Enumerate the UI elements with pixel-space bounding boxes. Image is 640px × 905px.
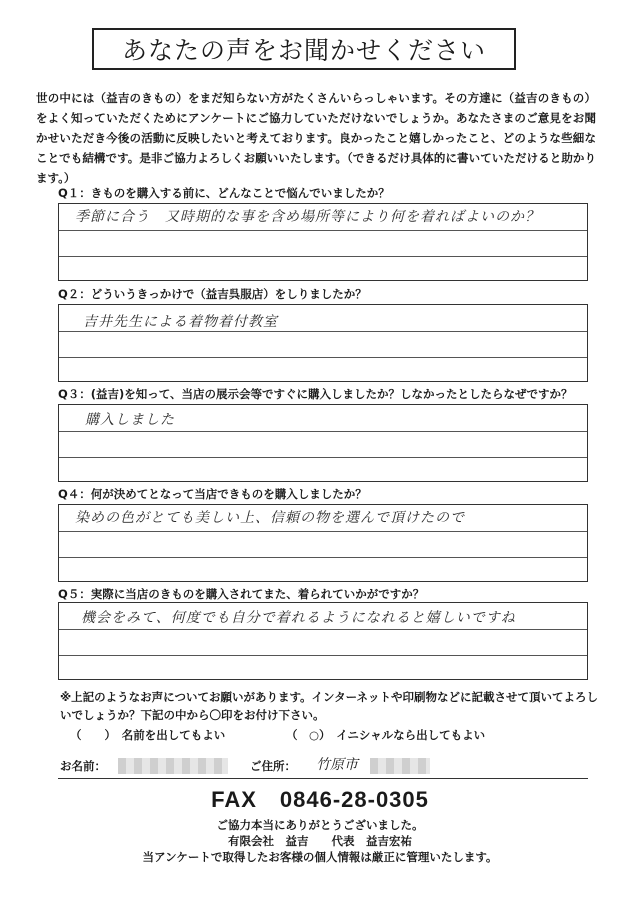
- answer-4-text: 染めの色がとても美しい上、信頼の物を選んで頂けたので: [75, 510, 465, 526]
- question-1: Q１：きものを購入する前に、どんなことで悩んでいましたか？: [58, 186, 390, 200]
- answer-line: [59, 531, 587, 532]
- answer-line: [59, 655, 587, 656]
- answer-2-text: 吉井先生による着物着付教室: [83, 314, 278, 330]
- address-label: ご住所：: [250, 759, 296, 773]
- option-name-ok[interactable]: （ ） 名前を出してもよい: [70, 728, 226, 742]
- answer-line: [59, 629, 587, 630]
- question-5: Q５：実際に当店のきものを購入されてまた、着られていかがですか？: [58, 587, 425, 601]
- redacted-name: [118, 758, 228, 774]
- answer-5-text: 機会をみて、何度でも自分で着れるようになれると嬉しいですね: [81, 610, 516, 626]
- question-2: Q２：どういうきっかけで（益吉呉服店）をしりましたか？: [58, 287, 367, 301]
- answer-box-5[interactable]: [58, 602, 588, 680]
- question-4: Q４：何が決めてとなって当店できものを購入しましたか？: [58, 487, 367, 501]
- publication-request: ※上記のようなお声についてお願いがあります。インターネットや印刷物などに記載させて頂いてよろしいでしょうか？下記の中から〇印をお付け下さい。: [60, 690, 598, 722]
- name-label: お名前：: [60, 759, 106, 773]
- answer-line: [59, 431, 587, 432]
- answer-box-2[interactable]: [58, 304, 588, 382]
- answer-box-3[interactable]: [58, 404, 588, 482]
- customer-info-row: [58, 750, 588, 779]
- answer-1-text: 季節に合う 又時期的な事を含め場所等により何を着ればよいのか？: [75, 209, 540, 225]
- answer-line: [59, 331, 587, 332]
- answer-line: [59, 230, 587, 231]
- privacy-text: 当アンケートで取得したお客様の個人情報は厳正に管理いたします。: [142, 850, 498, 864]
- address-value[interactable]: 竹原市: [316, 757, 358, 773]
- question-3: Q３：(益吉)を知って、当店の展示会等ですぐに購入しましたか？しなかったとしたらなぜですか？: [58, 387, 573, 401]
- answer-line: [59, 256, 587, 257]
- answer-line: [59, 457, 587, 458]
- fax-number: FAX 0846-28-0305: [211, 787, 429, 812]
- option-initial-ok[interactable]: （ ○） イニシャルなら出してもよい: [286, 728, 486, 742]
- answer-line: [59, 557, 587, 558]
- company-text: 有限会社 益吉 代表 益吉宏祐: [228, 834, 412, 848]
- intro-text: 世の中には（益吉のきもの）をまだ知らない方がたくさんいらっしゃいます。その方達に（益吉のきもの）をよく知っていただくためにアンケートにご協力していただけないでしょうか。あなたさまのご意見をお聞かせいただき今後の活動に反映したいと考えております。良かったこと嬉しかったこと、どのような些細なことでも結構です。是非ご協力よろしくお願いいたします。（できるだけ具体的に書いていただけると助かります。）: [36, 91, 596, 185]
- answer-line: [59, 357, 587, 358]
- survey-title: あなたの声をお聞かせください: [92, 28, 516, 70]
- redacted-address: [370, 758, 430, 774]
- answer-box-1[interactable]: [58, 203, 588, 281]
- thanks-text: ご協力本当にありがとうございました。: [216, 818, 424, 832]
- answer-3-text: 購入しました: [85, 412, 175, 428]
- answer-box-4[interactable]: [58, 504, 588, 582]
